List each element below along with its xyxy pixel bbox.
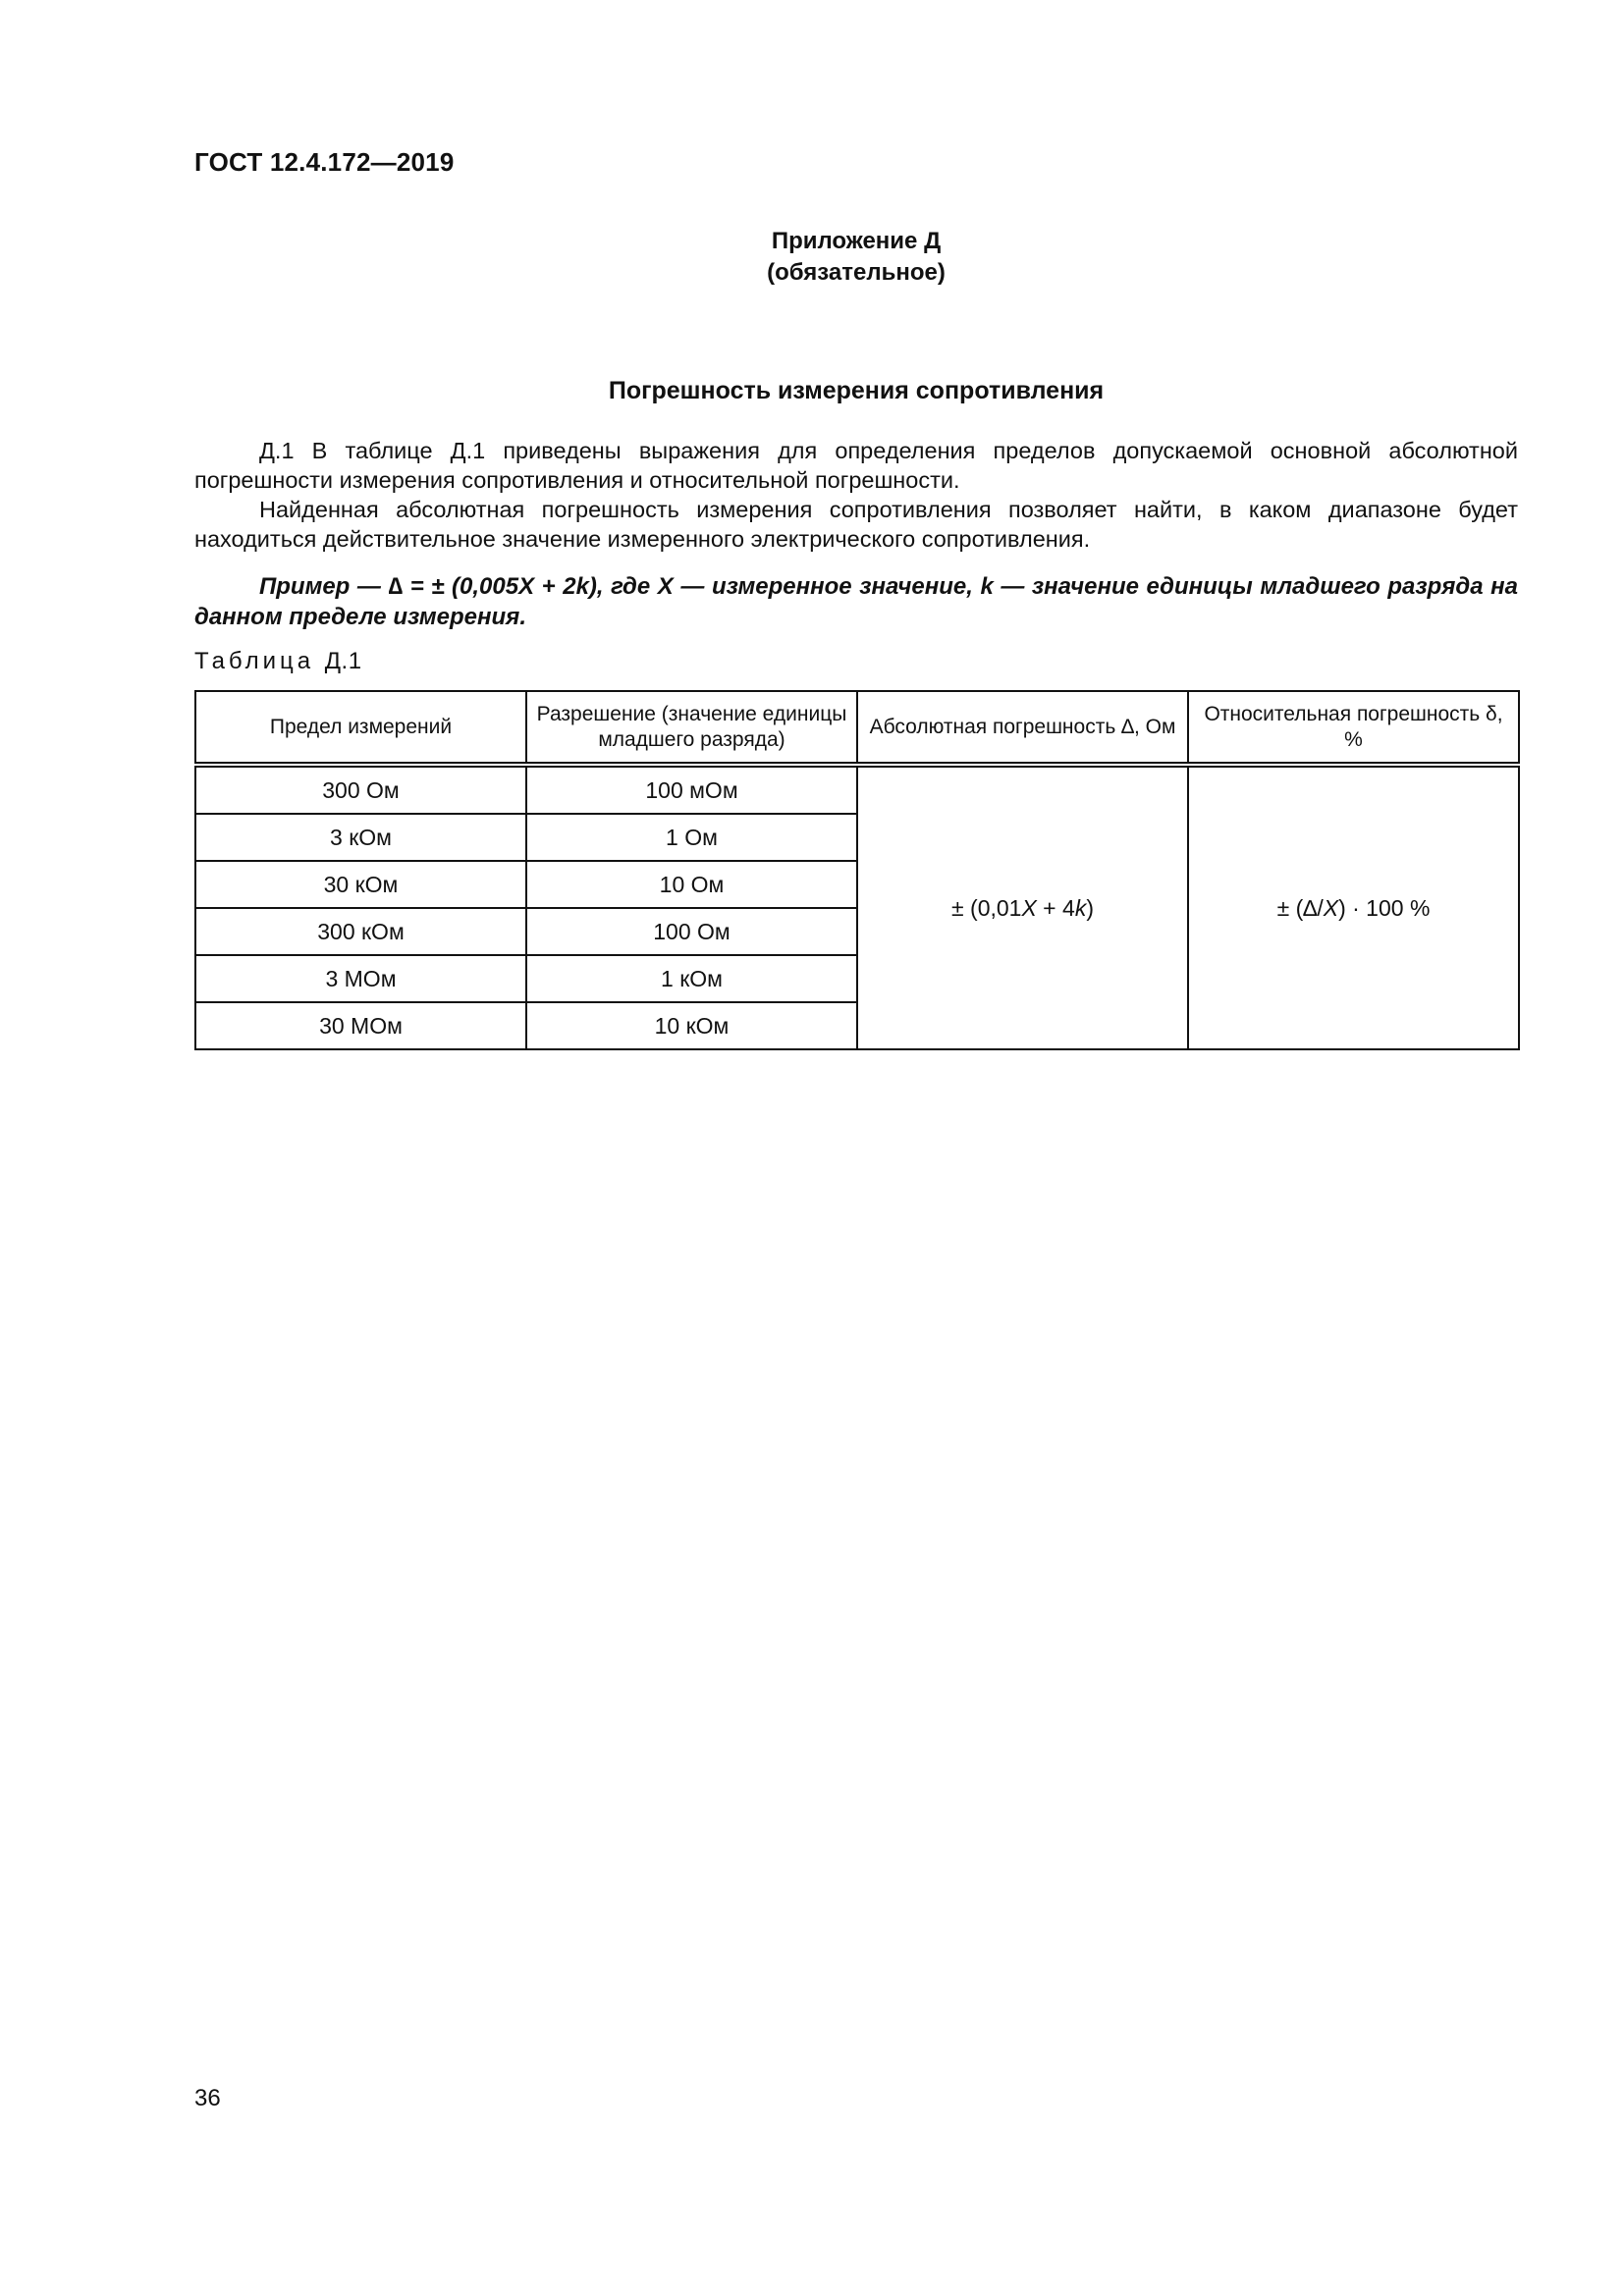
- cell-limit: 30 МОм: [195, 1002, 526, 1049]
- cell-limit: 300 кОм: [195, 908, 526, 955]
- table-caption-word: Таблица: [194, 648, 315, 674]
- example-note: Пример — ∆ = ± (0,005X + 2k), где X — измеренное значение, k — значение единицы младшего разряда на данном пределе измерения.: [194, 573, 1518, 630]
- cell-resolution: 1 Ом: [526, 814, 857, 861]
- cell-resolution: 100 Ом: [526, 908, 857, 955]
- header-relative-error: Относительная погрешность δ, %: [1188, 691, 1519, 765]
- cell-resolution: 10 кОм: [526, 1002, 857, 1049]
- resistance-error-table: [194, 690, 1520, 1050]
- table-caption: [194, 648, 362, 675]
- appendix-title: Приложение Д: [771, 228, 942, 254]
- cell-resolution: 10 Ом: [526, 861, 857, 908]
- cell-resolution: 100 мОм: [526, 765, 857, 814]
- cell-limit: 300 Ом: [195, 765, 526, 814]
- section-title: Погрешность измерения сопротивления: [608, 377, 1105, 404]
- appendix-status: (обязательное): [767, 259, 946, 286]
- header-measurement-limit: Предел измерений: [195, 691, 526, 765]
- page-number: 36: [194, 2085, 221, 2111]
- body-text: [194, 436, 1518, 554]
- cell-limit: 3 МОм: [195, 955, 526, 1002]
- table-row: [195, 765, 1519, 814]
- cell-limit: 30 кОм: [195, 861, 526, 908]
- cell-absolute-error-formula: ± (0,01X + 4k): [857, 765, 1188, 1049]
- table-caption-number: Д.1: [324, 648, 362, 674]
- document-code: ГОСТ 12.4.172—2019: [194, 147, 455, 177]
- paragraph-d1: Д.1 В таблице Д.1 приведены выражения для определения пределов допускаемой основной абсолютной погрешности измерения сопротивления и относительной погрешности.: [194, 438, 1518, 493]
- header-resolution: Разрешение (значение единицы младшего разряда): [526, 691, 857, 765]
- cell-limit: 3 кОм: [195, 814, 526, 861]
- paragraph-absolute-error: Найденная абсолютная погрешность измерения сопротивления позволяет найти, в каком диапазоне будет находиться действительное значение измеренного электрического сопротивления.: [194, 497, 1518, 552]
- cell-relative-error-formula: ± (∆/X) · 100 %: [1188, 765, 1519, 1049]
- table-header-row: [195, 691, 1519, 765]
- appendix-heading: [194, 226, 1518, 289]
- header-absolute-error: Абсолютная погрешность ∆, Ом: [857, 691, 1188, 765]
- cell-resolution: 1 кОм: [526, 955, 857, 1002]
